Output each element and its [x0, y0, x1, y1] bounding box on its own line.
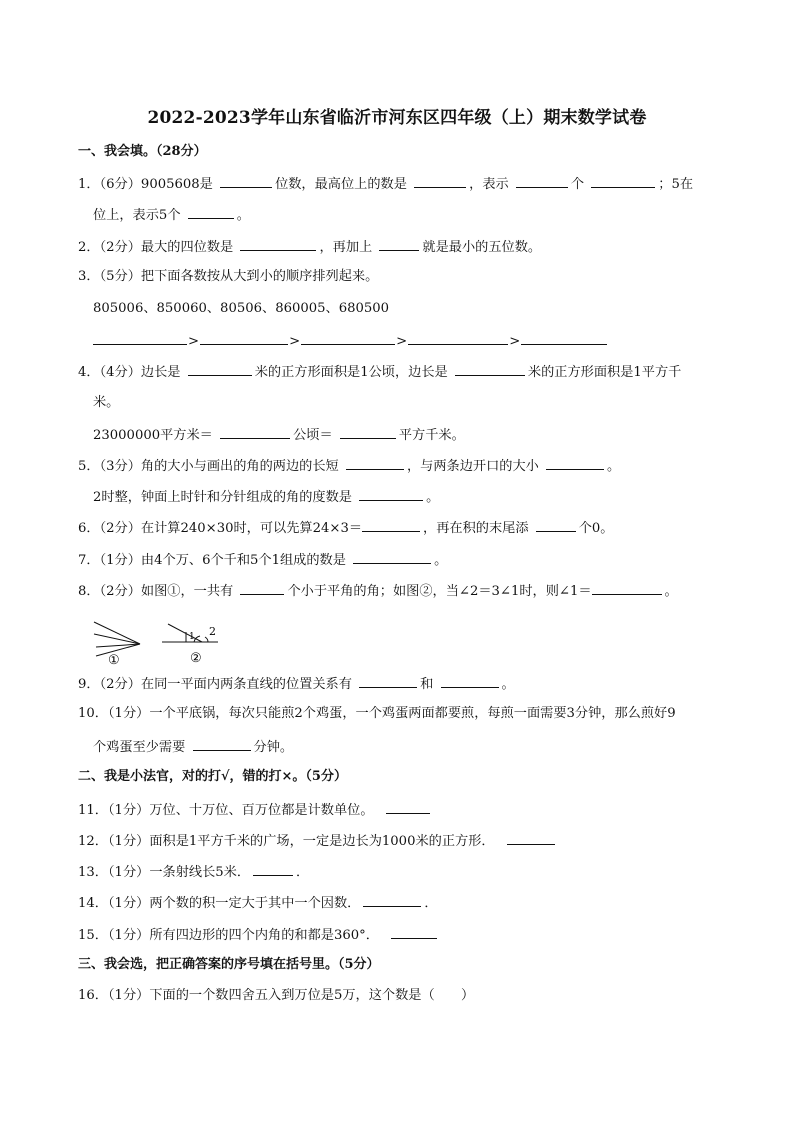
answer-blank[interactable]	[441, 673, 499, 688]
answer-blank[interactable]	[253, 861, 293, 876]
question-5: 5．（3分）角的大小与画出的角的两边的长短 ，与两条边开口的大小 。	[78, 455, 734, 475]
figure-2-angle-1-label: 1	[189, 632, 195, 642]
question-4-part2: 23000000平方米＝ 公顷＝ 平方千米。	[93, 424, 734, 444]
answer-blank[interactable]	[379, 236, 419, 251]
question-13: 13．（1分）一条射线长5米． ．	[78, 861, 734, 881]
angle-figures	[90, 614, 240, 666]
answer-blank[interactable]	[220, 173, 272, 188]
figure-2-label: ②	[190, 651, 202, 666]
answer-blank[interactable]	[220, 424, 290, 439]
question-1-cont: 位上，表示5个 。	[93, 204, 734, 224]
answer-blank[interactable]	[521, 330, 607, 345]
answer-blank[interactable]	[455, 361, 525, 376]
answer-blank[interactable]	[301, 330, 395, 345]
section-3-heading: 三、我会选，把正确答案的序号填在括号里。（5分）	[78, 957, 380, 972]
answer-blank[interactable]	[353, 549, 431, 564]
section-1-heading: 一、我会填。（28分）	[78, 144, 207, 159]
question-6: 6．（2分）在计算240×30时，可以先算24×3＝ ，再在积的末尾添 个0。	[78, 517, 734, 537]
answer-blank[interactable]	[188, 204, 234, 219]
answer-blank[interactable]	[359, 673, 417, 688]
question-10-cont: 个鸡蛋至少需要 分钟。	[93, 736, 734, 756]
answer-blank[interactable]	[546, 455, 604, 470]
answer-blank[interactable]	[363, 892, 421, 907]
section-2-heading: 二、我是小法官，对的打√，错的打×。（5分）	[78, 769, 347, 784]
question-3-numbers: 805006、850060、80506、860005、680500	[93, 301, 390, 316]
answer-blank[interactable]	[391, 924, 437, 939]
answer-blank[interactable]	[193, 736, 251, 751]
answer-blank[interactable]	[359, 486, 423, 501]
answer-blank[interactable]	[188, 361, 252, 376]
answer-blank[interactable]	[93, 330, 187, 345]
answer-blank[interactable]	[362, 517, 420, 532]
answer-blank[interactable]	[200, 330, 288, 345]
answer-blank[interactable]	[414, 173, 466, 188]
answer-blank[interactable]	[507, 830, 555, 845]
figure-2-angle-2-label: 2	[209, 625, 216, 638]
answer-blank[interactable]	[240, 236, 316, 251]
question-15: 15．（1分）所有四边形的四个内角的和都是360°．	[78, 924, 734, 944]
question-8: 8．（2分）如图①，一共有 个小于平角的角；如图②，当∠2＝3∠1时，则∠1＝ 。	[78, 580, 734, 600]
figure-1-label: ①	[108, 653, 120, 666]
exam-title: 2022-2023学年山东省临沂市河东区四年级（上）期末数学试卷	[147, 108, 647, 128]
answer-blank[interactable]	[516, 173, 568, 188]
figure-1-rays	[94, 622, 140, 656]
question-14: 14．（1分）两个数的积一定大于其中一个因数． ．	[78, 892, 734, 912]
question-5-part2: 2时整，钟面上时针和分针组成的角的度数是 。	[93, 486, 734, 506]
answer-blank[interactable]	[592, 580, 662, 595]
answer-blank[interactable]	[346, 455, 404, 470]
answer-blank[interactable]	[240, 580, 284, 595]
question-12: 12．（1分）面积是1平方千米的广场，一定是边长为1000米的正方形．	[78, 830, 734, 850]
answer-blank[interactable]	[536, 517, 576, 532]
answer-blank[interactable]	[386, 799, 430, 814]
question-2: 2．（2分）最大的四位数是 ，再加上 就是最小的五位数。	[78, 236, 734, 256]
question-3-answer-row: > > > >	[93, 330, 734, 350]
answer-blank[interactable]	[591, 173, 655, 188]
question-11: 11．（1分）万位、十万位、百万位都是计数单位。	[78, 799, 734, 819]
question-10: 10．（1分）一个平底锅，每次只能煎2个鸡蛋，一个鸡蛋两面都要煎，每煎一面需要3分钟，那么煎好9	[78, 706, 676, 721]
answer-blank[interactable]	[340, 424, 396, 439]
question-4-cont: 米。	[93, 395, 120, 410]
question-16: 16．（1分）下面的一个数四舍五入到万位是5万，这个数是（ ）	[78, 988, 475, 1003]
answer-blank[interactable]	[408, 330, 508, 345]
question-4: 4．（4分）边长是 米的正方形面积是1公顷，边长是 米的正方形面积是1平方千	[78, 361, 734, 381]
question-3: 3．（5分）把下面各数按从大到小的顺序排列起来。	[78, 269, 379, 284]
question-1: 1．（6分）9005608是 位数，最高位上的数是 ，表示 个 ；5在	[78, 173, 734, 193]
question-9: 9．（2分）在同一平面内两条直线的位置关系有 和 。	[78, 673, 734, 693]
question-7: 7．（1分）由4个万、6个千和5个1组成的数是 。	[78, 549, 734, 569]
